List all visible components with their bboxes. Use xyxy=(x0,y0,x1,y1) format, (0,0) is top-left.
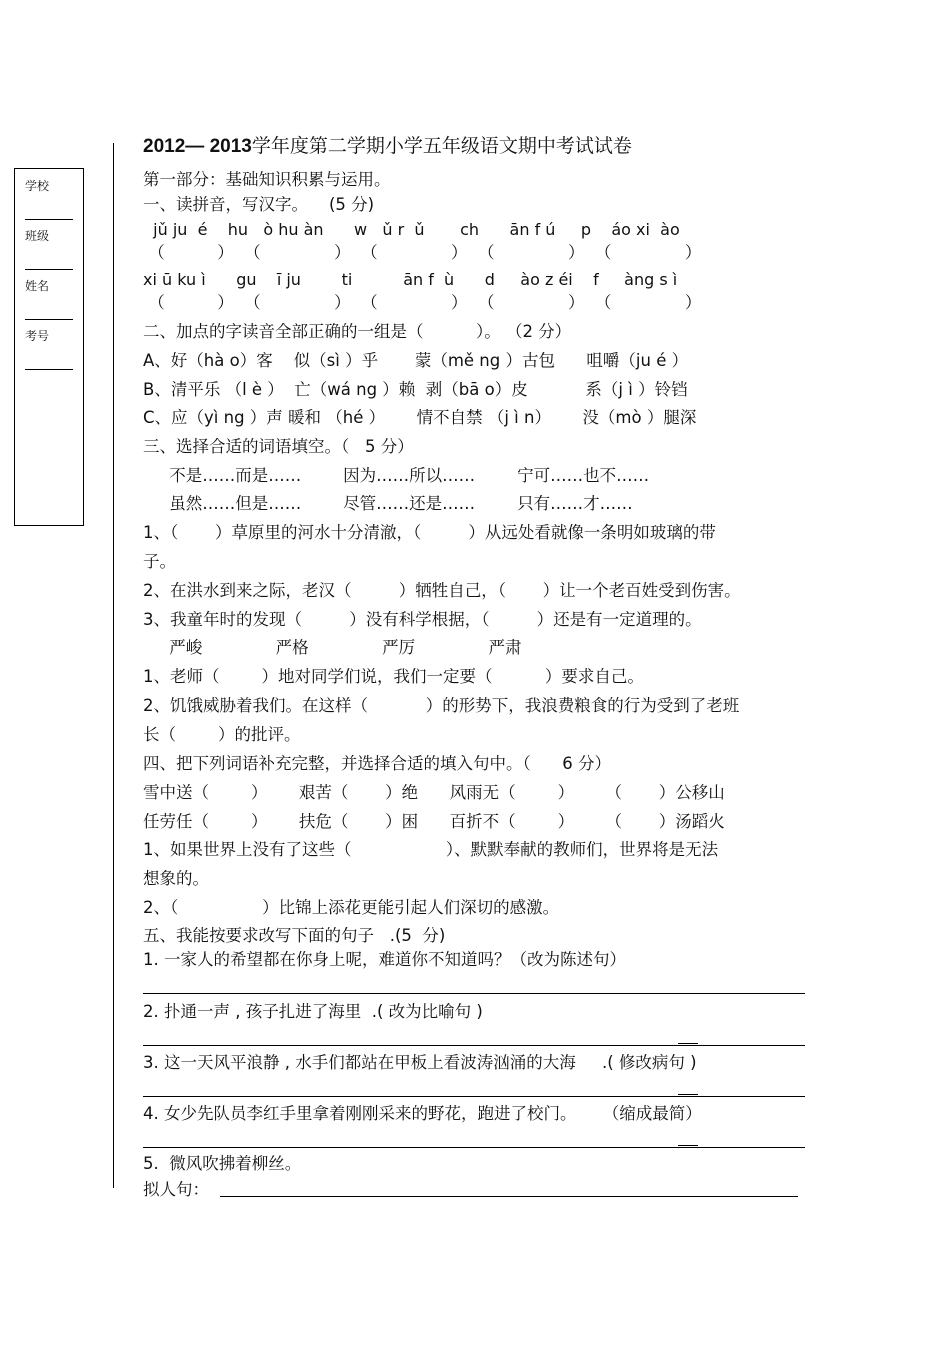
question-3-3: 3、我童年时的发现（ ）没有科学根据，（ ）还是有一定道理的。 xyxy=(143,610,702,629)
pinyin-row-2: xi ū ku ì gu ī ju ti ān f ù d ào z éi f àng s ì xyxy=(143,270,678,289)
section-four-heading: 四、把下列词语补充完整，并选择合适的填入句中。（ 6 分） xyxy=(143,754,611,773)
number-label: 考号 xyxy=(25,329,50,343)
name-label: 姓名 xyxy=(25,279,50,293)
answer-line-4 xyxy=(143,1147,805,1148)
section-five-heading: 五、我能按要求改写下面的句子 .(5 分) xyxy=(143,926,446,945)
word-choices-row-1: 不是……而是…… 因为……所以…… 宁可……也不…… xyxy=(143,466,650,485)
idioms-row-2: 任劳任（ ） 扶危（ ）困 百折不（ ） （ ）汤蹈火 xyxy=(143,812,725,831)
word-choices-row-2: 虽然……但是…… 尽管……还是…… 只有……才…… xyxy=(143,494,633,513)
option-b: B、清平乐 （l è ） 亡（wá ng ）赖 剥（bā o）皮 系（j ì ）铃铛 xyxy=(143,380,688,399)
number-underline xyxy=(25,369,73,370)
class-underline xyxy=(25,269,73,270)
answer-line-2 xyxy=(143,1045,805,1046)
section-one-heading: 一、读拼音，写汉字。 (5 分) xyxy=(143,195,375,214)
idioms-row-1: 雪中送（ ） 艰苦（ ）绝 风雨无（ ） （ ）公移山 xyxy=(143,783,725,802)
answer-line-3 xyxy=(143,1096,805,1097)
question-3-4: 1、老师（ ）地对同学们说，我们一定要（ ）要求自己。 xyxy=(143,667,644,686)
question-4-1: 1、如果世界上没有了这些（ ）、默默奉献的教师们，世界将是无法 xyxy=(143,840,719,859)
personification-answer-line xyxy=(220,1196,798,1197)
page-title: 2012— 2013学年度第二学期小学五年级语文期中考试试卷 xyxy=(143,135,632,157)
pinyin-row-1: jǔ ju é hu ò hu àn w ǔ r ǔ ch ān f ú p áo xi ào xyxy=(143,220,680,239)
option-a: A、好（hà o）客 似（sì ）乎 蒙（mě ng ）古包 咀嚼（ju é ） xyxy=(143,351,689,370)
question-5-3: 3. 这一天风平浪静 , 水手们都站在甲板上看波涛汹涌的大海 .( 修改病句 ) xyxy=(143,1053,697,1072)
section-three-heading: 三、选择合适的词语填空。（ 5 分） xyxy=(143,437,414,456)
question-5-5: 5. 微风吹拂着柳丝。 xyxy=(143,1154,302,1173)
option-c: C、应（yì ng ）声 暖和 （hé ） 情不自禁 （j ì n） 没（mò ）腿深 xyxy=(143,408,697,427)
question-3-5: 2、饥饿威胁着我们。在这样（ ）的形势下，我浪费粮食的行为受到了老班 xyxy=(143,696,740,715)
question-4-2: 2、（ ）比锦上添花更能引起人们深切的感激。 xyxy=(143,898,560,917)
answer-brackets-row-2: （ ） （ ） （ ） （ ） （ ） xyxy=(143,293,702,312)
class-label: 班级 xyxy=(25,229,50,243)
answer-line-1 xyxy=(143,993,805,994)
question-3-5-cont: 长（ ）的批评。 xyxy=(143,725,301,744)
section-two-heading: 二、加点的字读音全部正确的一组是（ ）。 （2 分） xyxy=(143,322,572,341)
word-choices-row-3: 严峻 严格 严厉 严肃 xyxy=(143,638,522,657)
question-5-4: 4. 女少先队员李红手里拿着刚刚采来的野花，跑进了校门。 （缩成最简） xyxy=(143,1104,702,1123)
question-5-2: 2. 扑通一声 , 孩子扎进了海里 .( 改为比喻句 ) xyxy=(143,1002,483,1021)
question-3-1-cont: 子。 xyxy=(143,552,176,571)
name-underline xyxy=(25,319,73,320)
part-one-heading: 第一部分：基础知识积累与运用。 xyxy=(143,170,391,189)
school-label: 学校 xyxy=(25,179,50,193)
question-3-1: 1、（ ）草原里的河水十分清澈，（ ）从远处看就像一条明如玻璃的带 xyxy=(143,523,716,542)
binding-line xyxy=(113,143,114,1188)
question-3-2: 2、在洪水到来之际，老汉（ ）牺牲自己，（ ）让一个老百姓受到伤害。 xyxy=(143,581,741,600)
answer-brackets-row-1: （ ） （ ） （ ） （ ） （ ） xyxy=(143,243,702,262)
personification-label: 拟人句： xyxy=(143,1180,209,1199)
school-underline xyxy=(25,219,73,220)
question-4-1-cont: 想象的。 xyxy=(143,869,209,888)
student-info-box xyxy=(14,168,84,526)
question-5-1: 1. 一家人的希望都在你身上呢，难道你不知道吗？（改为陈述句） xyxy=(143,950,626,969)
